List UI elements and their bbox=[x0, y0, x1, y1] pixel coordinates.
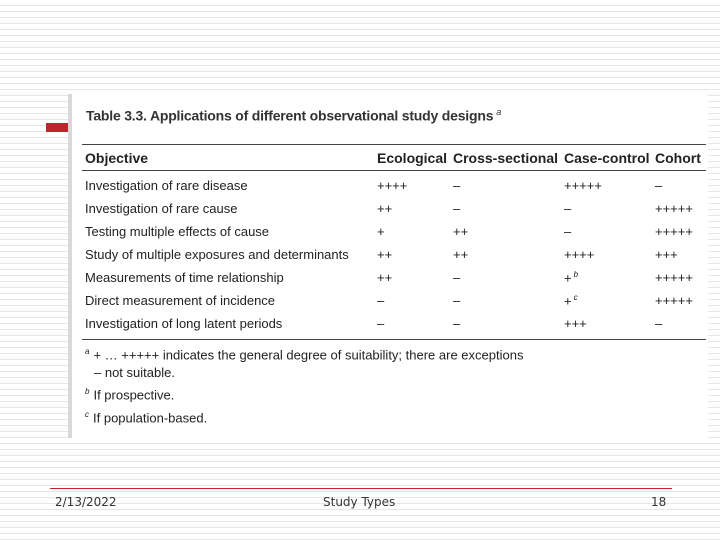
cell-text: +++ bbox=[564, 316, 587, 331]
cell-text: Direct measurement of incidence bbox=[85, 293, 276, 308]
col-header-ecological: Ecological bbox=[377, 150, 448, 166]
cell-text: – bbox=[564, 201, 572, 216]
table-row bbox=[72, 201, 708, 223]
cell-cross-sectional bbox=[453, 178, 460, 193]
col-header-objective: Objective bbox=[85, 150, 149, 166]
cell-objective bbox=[85, 270, 284, 285]
footnote-marker: c bbox=[85, 410, 89, 419]
cell-cohort bbox=[655, 270, 693, 285]
table-row bbox=[72, 316, 708, 338]
cell-text: – bbox=[453, 178, 461, 193]
footnote-marker: b bbox=[85, 387, 90, 396]
cell-text: Study of multiple exposures and determinants bbox=[85, 247, 349, 262]
cell-cross-sectional bbox=[453, 224, 468, 239]
footer-divider bbox=[50, 488, 672, 489]
cell-text: Testing multiple effects of cause bbox=[85, 224, 270, 239]
table-image-panel bbox=[68, 94, 708, 438]
cell-case-control bbox=[564, 224, 571, 239]
cell-text: + bbox=[564, 270, 572, 286]
cell-ecological bbox=[377, 247, 392, 262]
cell-cohort bbox=[655, 247, 678, 262]
cell-text: – bbox=[453, 201, 461, 216]
footnote-text: If prospective. bbox=[93, 387, 175, 403]
cell-case-control bbox=[564, 201, 571, 216]
cell-text: – bbox=[655, 178, 663, 193]
cell-objective bbox=[85, 224, 269, 239]
cell-text: ++++ bbox=[564, 247, 595, 262]
footer-page-number: 18 bbox=[651, 495, 667, 509]
cell-text: +++++ bbox=[655, 270, 693, 285]
cell-case-control bbox=[564, 316, 587, 331]
cell-text: +++++ bbox=[655, 201, 693, 216]
footnote-marker: a bbox=[85, 347, 90, 356]
cell-case-control bbox=[564, 293, 578, 308]
cell-case-control bbox=[564, 270, 578, 285]
table-row bbox=[72, 247, 708, 269]
cell-objective bbox=[85, 247, 349, 262]
footnote-text: – not suitable. bbox=[94, 365, 175, 380]
cell-text: +++ bbox=[655, 247, 678, 262]
table-row bbox=[72, 224, 708, 246]
footnote bbox=[85, 410, 207, 425]
cell-text: – bbox=[564, 224, 572, 239]
cell-cross-sectional bbox=[453, 293, 460, 308]
cell-cross-sectional bbox=[453, 270, 460, 285]
cell-text: Investigation of rare cause bbox=[85, 201, 238, 216]
col-header-cohort: Cohort bbox=[655, 150, 701, 166]
cell-ecological bbox=[377, 178, 407, 193]
cell-text: Measurements of time relationship bbox=[85, 270, 284, 285]
footnote-text: + … +++++ indicates the general degree of suitability; there are exceptions bbox=[93, 347, 524, 363]
cell-case-control bbox=[564, 247, 594, 262]
cell-text: – bbox=[377, 316, 385, 331]
cell-text: +++++ bbox=[655, 293, 693, 308]
cell-text: ++++ bbox=[377, 178, 408, 193]
cell-ecological bbox=[377, 316, 384, 331]
cell-text: + bbox=[377, 224, 385, 239]
cell-text: + bbox=[564, 293, 572, 309]
col-header-cross-sectional: Cross-sectional bbox=[453, 150, 559, 166]
cell-text: ++ bbox=[377, 270, 393, 285]
cell-cohort bbox=[655, 224, 693, 239]
cell-cohort bbox=[655, 316, 662, 331]
cell-text: ++ bbox=[453, 247, 469, 262]
cell-objective bbox=[85, 201, 237, 216]
cell-text: ++ bbox=[377, 201, 393, 216]
cell-text: +++++ bbox=[655, 224, 693, 239]
table-caption-text: Table 3.3. Applications of different observational study designs bbox=[86, 107, 494, 124]
cell-cohort bbox=[655, 201, 693, 216]
cell-text: – bbox=[453, 293, 461, 308]
cell-cross-sectional bbox=[453, 247, 468, 262]
cell-ecological bbox=[377, 270, 392, 285]
cell-cohort bbox=[655, 293, 693, 308]
cell-note-marker: c bbox=[573, 293, 578, 302]
cell-ecological bbox=[377, 293, 384, 308]
cell-ecological bbox=[377, 201, 392, 216]
cell-text: Investigation of rare disease bbox=[85, 178, 248, 193]
table-header-rule bbox=[82, 170, 706, 171]
cell-objective bbox=[85, 178, 248, 193]
table-bottom-rule bbox=[82, 339, 706, 340]
cell-objective bbox=[85, 293, 275, 308]
footer-title: Study Types bbox=[323, 495, 396, 509]
cell-text: – bbox=[453, 270, 461, 285]
table-top-rule bbox=[82, 144, 706, 145]
col-header-case-control: Case-control bbox=[564, 150, 650, 166]
footnote bbox=[85, 387, 174, 402]
footnote bbox=[85, 347, 523, 362]
cell-note-marker: b bbox=[573, 270, 579, 279]
cell-cross-sectional bbox=[453, 201, 460, 216]
table-row bbox=[72, 293, 708, 315]
table-caption bbox=[86, 107, 501, 124]
cell-ecological bbox=[377, 224, 385, 239]
cell-objective bbox=[85, 316, 282, 331]
cell-text: ++ bbox=[453, 224, 469, 239]
cell-case-control bbox=[564, 178, 602, 193]
footnote-text: If population-based. bbox=[93, 410, 208, 426]
cell-text: +++++ bbox=[564, 178, 602, 193]
table-row bbox=[72, 178, 708, 200]
cell-text: ++ bbox=[377, 247, 393, 262]
footnote bbox=[94, 365, 175, 380]
cell-text: – bbox=[453, 316, 461, 331]
cell-text: – bbox=[377, 293, 385, 308]
cell-text: – bbox=[655, 316, 663, 331]
caption-note-marker: a bbox=[496, 107, 502, 117]
title-accent-bar bbox=[46, 123, 70, 132]
cell-cohort bbox=[655, 178, 662, 193]
footer-date: 2/13/2022 bbox=[55, 495, 117, 509]
cell-text: Investigation of long latent periods bbox=[85, 316, 283, 331]
cell-cross-sectional bbox=[453, 316, 460, 331]
table-row bbox=[72, 270, 708, 292]
